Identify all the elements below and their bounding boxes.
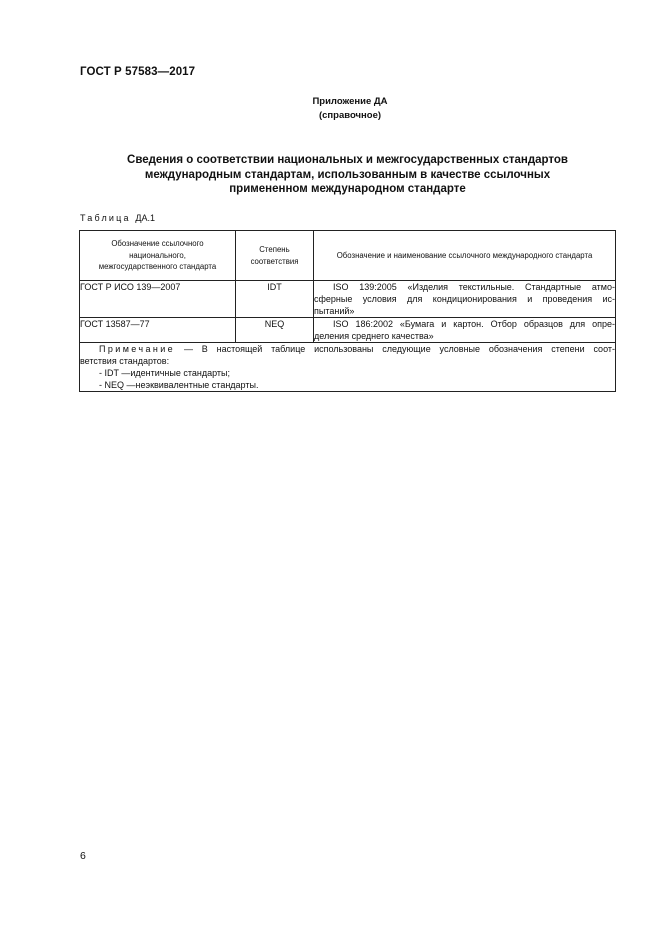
table-row xyxy=(80,318,616,343)
table-header-row xyxy=(80,231,616,281)
page-number: 6 xyxy=(80,850,86,862)
cell-designation: ГОСТ Р ИСО 139—2007 xyxy=(80,281,236,318)
section-heading xyxy=(80,153,615,197)
table-caption-number: ДА.1 xyxy=(135,213,156,223)
note-line: Примечание — В настоящей таблице использованы следующие условные обозначения степени соот- xyxy=(99,344,615,354)
table-note-row xyxy=(80,343,616,392)
document-standard-header: ГОСТ Р 57583—2017 xyxy=(80,66,196,78)
table-row xyxy=(80,281,616,318)
note-line: - NEQ —неэквивалентные стандарты. xyxy=(99,380,259,390)
cell-degree: IDT xyxy=(236,281,314,318)
header-international-standard: Обозначение и наименование ссылочного международного стандарта xyxy=(314,231,616,281)
appendix-title: Приложение ДА xyxy=(312,96,388,107)
section-heading-line: примененном международном стандарте xyxy=(229,183,466,195)
cell-international-standard: ISO 186:2002 «Бумага и картон. Отбор образцов для опре- деления среднего качества» xyxy=(314,319,615,341)
appendix-subtitle: (справочное) xyxy=(318,110,382,121)
header-degree: Степень соответствия xyxy=(236,231,314,281)
cell-designation: ГОСТ 13587—77 xyxy=(80,318,236,343)
header-national-designation: Обозначение ссылочного национального, межгосударственного стандарта xyxy=(80,231,236,281)
standards-table xyxy=(79,230,616,392)
section-heading-line: Сведения о соответствии национальных и межгосударственных стандартов xyxy=(127,154,568,166)
table-caption-label: Таблица xyxy=(80,213,131,223)
note-label: Примечание xyxy=(99,344,176,354)
cell-international-standard: ISO 139:2005 «Изделия текстильные. Стандартные атмо- сферные условия для кондиционирования и проведения ис- пытаний» xyxy=(314,282,615,316)
section-heading-line: международным стандартам, использованным в качестве ссылочных xyxy=(144,168,551,181)
table-caption xyxy=(80,213,155,223)
note-line: ветствия стандартов: xyxy=(80,356,170,366)
cell-degree: NEQ xyxy=(236,318,314,343)
table-note xyxy=(80,343,616,392)
note-line: - IDT —идентичные стандарты; xyxy=(99,368,231,378)
